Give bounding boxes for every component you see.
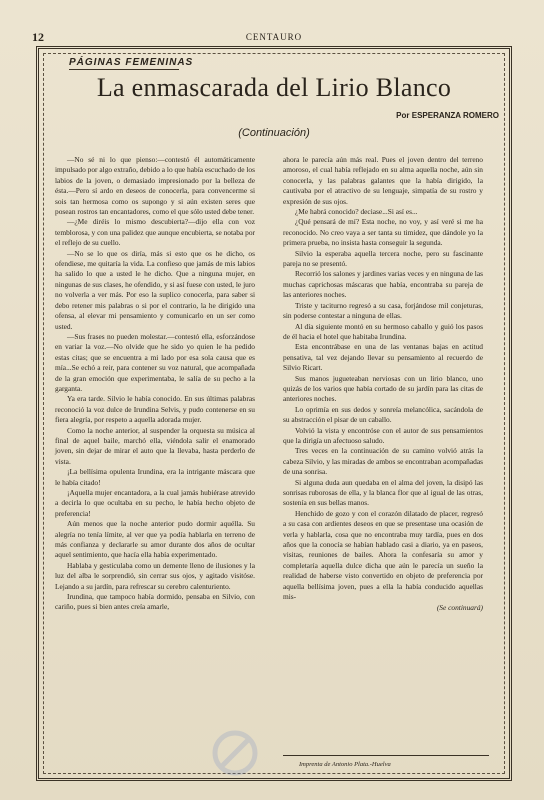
running-head: CENTAURO <box>245 32 303 42</box>
paragraph: Tres veces en la continuación de su camino volvió atrás la cabeza Silvio, y las miradas de ambos se encontraban acompañadas de una sonrisa. <box>283 446 483 477</box>
section-label: PÁGINAS FEMENINAS <box>69 57 194 68</box>
page-header <box>32 30 516 44</box>
paragraph: Al día siguiente montó en su hermoso caballo y guió los pasos de él hacia el hotel que habitaba Irundina. <box>283 321 483 341</box>
paragraph: Ya era tarde. Silvio le había conocido. En sus últimas palabras reconoció la voz dulce de Irundina Selvis, y pudo contenerse en su fiera alegría, por respeto a aquella adorada mujer. <box>55 394 255 425</box>
paragraph: Como la noche anterior, al suspender la orquesta su música al final de aquel baile, marchó ella, viéndola salir el enamorado joven, sin dejar de mirar el auto que la llevaba, hasta perderlo de vista. <box>55 425 255 466</box>
paragraph: Recorrió los salones y jardines varias veces y en ninguna de las muchas caprichosas máscaras que había, encontraba su pareja de las anteriores noches. <box>283 269 483 300</box>
paragraph: Si alguna duda aun quedaba en el alma del joven, la disipó las sonrisas ruborosas de ella, y la blanca flor que al igual de las otras, sostenía en sus bellas manos. <box>283 477 483 508</box>
paragraph: Esta encontrábase en una de las ventanas bajas en actitud pensativa, tal vez dejando llevar su pensamiento al recuerdo de Silvio Ricart. <box>283 342 483 373</box>
paragraph: ¿Qué pensará de mí? Esta noche, no voy, y así veré si me ha reconocido. No creo vaya a ser tanta su timidez, que dándole yo la primera prueba, no insista hasta conseguir la segunda. <box>283 217 483 248</box>
paragraph: —No se lo que os diría, más si esto que os he dicho, os ofendiese, me quitaría la vida. La confieso que jamás de mis labios ha salido lo que a usted le he dicho. Que a ninguna mujer, en ningunas de sus clases, he ofendido, y si así fuese con usted, le juro no volverla a ver más. Por eso la suplico conocerla, para saber si debo retener mis palabras o si por el contrario, la he dirigido una ofensa, al elevar mi pensamiento y comunicarlo en un ser como usted. <box>55 248 255 331</box>
paragraph: Henchido de gozo y con el corazón dilatado de placer, regresó a su casa con ardientes deseos en que se presentase una ocasión de verla y hablarla, cosa que no encontraba muy tardía, pues en dos años que la conocía se habían hablado casi a diario, ya en paseos, visitas, reuniones de bailes. Ahora la confesaría su amor y completaría aquella dulce dicha que aún le parecía un sueño la realidad de haberse visto convertido en objeto de preferencia por aquella bellísima joven, pues a ella la había conducido aquellas mis- <box>283 508 483 602</box>
paragraph: Silvio la esperaba aquella tercera noche, pero su fascinante pareja no se presentó. <box>283 248 483 269</box>
paragraph: —¿Me diréis lo mismo descubierta?—dijo ella con voz temblorosa, y con una palidez que aunque encubierta, se notaba por el reflejo de su cuello. <box>55 217 255 248</box>
paragraph: Triste y taciturno regresó a su casa, forjándose mil conjeturas, sin poderse contestar a ninguna de ellas. <box>283 300 483 321</box>
paragraph: ¿Me habrá conocido? deciase...Si así es... <box>295 207 418 217</box>
paragraph: ahora le parecía aún más real. Pues el joven dentro del terreno amoroso, el cual había reflejado en su alma aquella noche, aún sin conocerla, y las palabras galantes que la había dirigido, la cautivaba por el atractivo de su lenguaje, simpatía de su rostro y expresión de sus ojos. <box>283 155 483 206</box>
paragraph: Aún menos que la noche anterior pudo dormir aquélla. Su alegría no tenía límite, al ver que ya podía hablarla en terreno de más confianza y declararle su amor durante dos años de ocultar aquel sentimiento, que hacía ella había experimentado. <box>55 519 255 560</box>
paragraph: ¡La bellísima opulenta Irundina, era la intrigante máscara que le había citado! <box>55 467 255 487</box>
article-subtitle: (Continuación) <box>238 127 310 139</box>
right-column <box>283 155 483 614</box>
article-byline: Por ESPERANZA ROMERO <box>396 111 499 120</box>
section-underline <box>69 69 179 70</box>
page-number: 12 <box>32 30 44 44</box>
paragraph: Lo oprimía en sus dedos y sonreía melancólica, sacándola de su abstracción el pisar de un caballo. <box>283 404 483 425</box>
left-column <box>55 155 255 613</box>
paragraph: Volvió la vista y encontróse con el autor de sus pensamientos que la dirigía un afectuoso saludo. <box>283 425 483 445</box>
printer-imprint: Imprenta de Antonio Plata.-Huelva <box>299 761 391 768</box>
article-title: La enmascarada del Lirio Blanco <box>96 73 452 102</box>
paragraph: ¡Aquella mujer encantadora, a la cual jamás hubiérase atrevido a decirla lo que ocultaba en su pecho, le había hecho objeto de preferencia! <box>55 488 255 518</box>
archive-watermark-icon <box>210 728 380 778</box>
decorative-border <box>36 46 512 781</box>
paragraph: Irundina, que tampoco había dormido, pensaba en Silvio, con cariño, pues si bien antes creía amarle, <box>55 592 255 612</box>
paragraph: Hablaba y gesticulaba como un demente lleno de ilusiones y la luz del alba le sorprendió, sin cerrar sus ojos, y agitado visitóse. Lejando a su jardín, para refrescar su cerebro calenturiento. <box>55 560 255 591</box>
continuation-note: (Se continuará) <box>436 603 483 613</box>
paragraph: Sus manos jugueteaban nerviosas con un lirio blanco, uno quizás de los varios que había cortado de su jardín para las citas de anteriores noches. <box>283 373 483 404</box>
paragraph: —No sé ni lo que pienso:—contestó él automáticamente impulsado por algo extraño, debido a lo que había escuchado de los labios de la joven, o demasiado impresionado por la belleza de ésta.—Pero sí ardo en deseos de conocerla, para convencerme si sois tan hermosa como os supongo y si aún existen seres que posean rostros tan encantadores, como el que sólo usted debe tener. <box>55 155 255 217</box>
paragraph: —Sus frases no pueden molestar.—contestó ella, esforzándose en variar la voz.—No olvide que he sido yo quien le ha pedido estas citas; que se encuentra a mi lado por esa sola causa que es mía...Se echó a reir, para contener su voz natural, que acompañada de la gran emoción que experimentaba, le salía de su pecho a la garganta. <box>55 331 255 393</box>
